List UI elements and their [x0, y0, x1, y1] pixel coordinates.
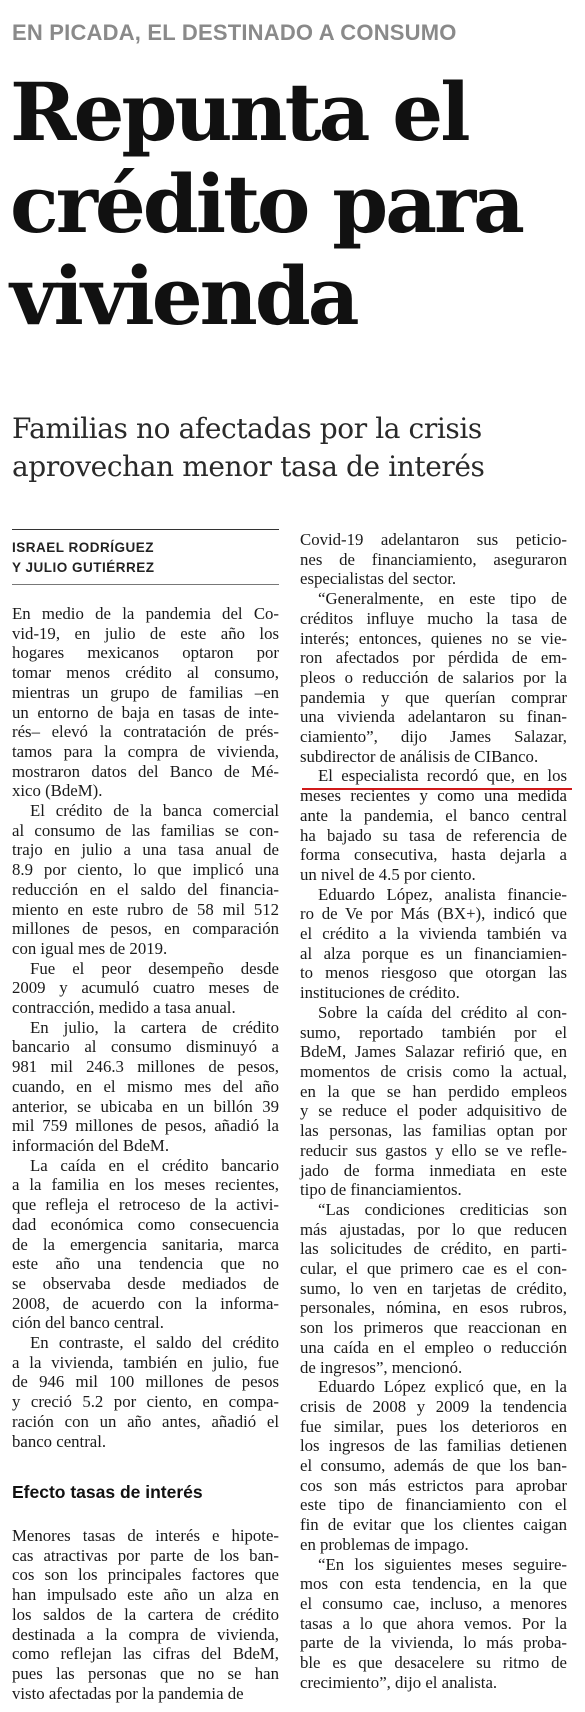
text-line: hogares mexicanos optaron por: [12, 643, 279, 663]
text-line: miento en este rubro de 58 mil 512: [12, 899, 279, 919]
text-line: to menos riesgoso que otorgan las: [300, 963, 567, 983]
text-line: especialistas del sector.: [300, 569, 457, 589]
byline: [12, 538, 279, 578]
text-line: mostraron datos del Banco de Mé-: [12, 761, 279, 781]
text-line: El crédito de la banca comercial: [30, 801, 279, 821]
paragraph: [300, 1200, 567, 1377]
text-line: pandemia y que querían comprar: [300, 687, 567, 707]
headline-line: crédito para: [10, 157, 523, 251]
paragraph: [12, 1333, 279, 1451]
text-line: 8.9 por ciento, lo que implicó una: [12, 860, 279, 880]
paragraph: [12, 1018, 279, 1156]
paragraph: [12, 801, 279, 959]
text-line: xico (BdeM).: [12, 781, 103, 801]
text-line: cas atractivas por parte de los ban-: [12, 1545, 279, 1565]
text-line: millones de pesos, en comparación: [12, 919, 279, 939]
text-line: tomar menos crédito al consumo,: [12, 663, 279, 683]
text-line: al consumo de las familias se con-: [12, 820, 279, 840]
left-column-continued: [12, 1526, 279, 1703]
text-line: fue similar, pues los deterioros en: [300, 1416, 567, 1436]
text-line: cos son los principales factores que: [12, 1565, 279, 1585]
text-line: las personas, las familias optan por: [300, 1121, 567, 1141]
text-line: Eduardo López explicó que, en la: [318, 1377, 567, 1397]
paragraph: [12, 1156, 279, 1333]
text-line: el consumo cae, incluso, a menores: [300, 1593, 567, 1613]
subheadline-line: Familias no afectadas por la crisis: [12, 412, 482, 445]
text-line: anterior, se ubicaba en un billón 39: [12, 1096, 279, 1116]
paragraph: [300, 1377, 567, 1554]
byline-author: ISRAEL RODRÍGUEZ: [12, 540, 155, 555]
text-line: cuando, en el mismo mes del año: [12, 1076, 279, 1096]
text-line: en problemas de impago.: [300, 1534, 469, 1554]
text-line: nes de financiamiento, aseguraron: [300, 549, 567, 569]
text-line: 981 mil 246.3 millones de pesos,: [12, 1057, 279, 1077]
subheadline: [12, 410, 582, 486]
text-line: crisis de 2008 y 2009 la tendencia: [300, 1396, 567, 1416]
text-line: en la que se han perdido empleos: [300, 1081, 567, 1101]
text-line: “En los siguientes meses seguire-: [318, 1554, 567, 1574]
text-line: y creció 5.2 por ciento, en compa-: [12, 1392, 279, 1412]
text-line: vid-19, en julio de este año los: [12, 623, 279, 643]
text-line: pues las personas que no se han: [12, 1663, 279, 1683]
text-line: más ajustadas, por lo que reducen: [300, 1219, 567, 1239]
paragraph: [12, 1526, 279, 1703]
text-line: una caída en el empleo o reducción: [300, 1337, 567, 1357]
paragraph: [300, 1003, 567, 1200]
text-line: como reflejan las cifras del BdeM,: [12, 1644, 279, 1664]
text-line: meses recientes y como una medida: [300, 786, 567, 806]
paragraph: [12, 604, 279, 801]
text-line: han impulsado este año un alza en: [12, 1585, 279, 1605]
text-line: información del BdeM.: [12, 1135, 170, 1155]
text-line: fin de evitar que los clientes caigan: [300, 1515, 567, 1535]
text-line: Sobre la caída del crédito al con-: [318, 1002, 567, 1022]
paragraph: [300, 1555, 567, 1693]
text-line: este tipo de financiamiento con el: [300, 1495, 567, 1515]
text-line: tipo de financiamientos.: [300, 1180, 462, 1200]
text-line: bancario al consumo disminuyó a: [12, 1037, 279, 1057]
headline: [10, 66, 580, 342]
text-line: mos con esta tendencia, en la que: [300, 1574, 567, 1594]
text-line: reducción en el saldo del financia-: [12, 879, 279, 899]
text-line: Eduardo López, analista financie-: [318, 884, 567, 904]
text-line: se observaba desde mediados de: [12, 1273, 279, 1293]
text-line: En julio, la cartera de crédito: [30, 1017, 279, 1037]
text-line: trajo en julio a una tasa anual de: [12, 840, 279, 860]
paragraph: [300, 766, 567, 884]
text-line: las solicitudes de crédito, en parti-: [300, 1239, 567, 1259]
text-line: Covid-19 adelantaron sus peticio-: [300, 530, 567, 549]
text-line: los ingresos de las familias detienen: [300, 1436, 567, 1456]
text-line: con igual mes de 2019.: [12, 938, 168, 958]
text-line: ante la pandemia, el banco central: [300, 805, 567, 825]
text-line: 2009 y acumuló cuatro meses de: [12, 978, 279, 998]
paragraph: [300, 885, 567, 1003]
text-line: a la vivienda, también en julio, fue: [12, 1352, 279, 1372]
text-line: de ingresos”, mencionó.: [300, 1357, 463, 1377]
text-line: 2008, de acuerdo con la informa-: [12, 1293, 279, 1313]
text-line: forma consecutiva, hasta dejarla a: [300, 845, 567, 865]
text-line: mil 759 millones de pesos, añadió la: [12, 1116, 279, 1136]
text-line: mientras un grupo de familias –en: [12, 682, 279, 702]
text-line: “Las condiciones crediticias son: [318, 1199, 567, 1219]
text-line: el crédito a la vivienda también va: [300, 924, 567, 944]
left-column: [12, 604, 279, 1451]
text-line: visto afectadas por la pandemia de: [12, 1683, 244, 1703]
text-line: ciamiento”, dijo James Salazar,: [300, 727, 567, 747]
text-line: reducir sus gastos y ello se ve refle-: [300, 1140, 567, 1160]
text-line: contracción, medido a tasa anual.: [12, 998, 236, 1018]
text-line: pleos o reducción de salarios por la: [300, 667, 567, 687]
right-column: [300, 530, 567, 1692]
highlight-underline: [302, 788, 572, 790]
text-line: Menores tasas de interés e hipote-: [12, 1526, 279, 1545]
text-line: rés– elevó la contratación de prés-: [12, 722, 279, 742]
byline-bottom-rule: [12, 584, 279, 585]
text-line: personales, nómina, en esos rubros,: [300, 1298, 567, 1318]
kicker: EN PICADA, EL DESTINADO A CONSUMO: [12, 20, 457, 45]
byline-top-rule: [12, 529, 279, 530]
text-line: ha bajado su tasa de referencia de: [300, 825, 567, 845]
text-line: subdirector de análisis de CIBanco.: [300, 746, 539, 766]
text-line: créditos influye mucho la tasa de: [300, 608, 567, 628]
text-line: tamos para la compra de vivienda,: [12, 741, 279, 761]
text-line: cos son más estrictos para aprobar: [300, 1475, 567, 1495]
section-heading: Efecto tasas de interés: [12, 1482, 203, 1502]
text-line: un nivel de 4.5 por ciento.: [300, 864, 476, 884]
text-line: ron afectados por pérdida de em-: [300, 648, 567, 668]
text-line: ble es que desacelere su ritmo de: [300, 1653, 567, 1673]
subheadline-line: aprovechan menor tasa de interés: [12, 450, 485, 483]
text-line: Fue el peor desempeño desde: [30, 958, 279, 978]
text-line: cular, el que primero cae es el con-: [300, 1259, 567, 1279]
text-line: El especialista recordó que, en los: [318, 766, 567, 786]
paragraph: [300, 589, 567, 766]
text-line: crecimiento”, dijo el analista.: [300, 1672, 498, 1692]
text-line: banco central.: [12, 1431, 107, 1451]
text-line: son los primeros que reaccionan en: [300, 1318, 567, 1338]
headline-line: vivienda: [10, 249, 357, 343]
text-line: de la emergencia sanitaria, marca: [12, 1234, 279, 1254]
text-line: un entorno de baja en tasas de inte-: [12, 702, 279, 722]
text-line: dad económica como consecuencia: [12, 1214, 279, 1234]
paragraph: [12, 959, 279, 1018]
text-line: momentos de crisis como la actual,: [300, 1061, 567, 1081]
text-line: al alza porque es un financiamien-: [300, 943, 567, 963]
text-line: En contraste, el saldo del crédito: [30, 1333, 279, 1353]
headline-line: Repunta el: [10, 65, 468, 159]
text-line: La caída en el crédito bancario: [30, 1155, 279, 1175]
text-line: “Generalmente, en este tipo de: [318, 589, 567, 609]
text-line: y se reduce el poder adquisitivo de: [300, 1101, 567, 1121]
text-line: de 946 mil 100 millones de pesos: [12, 1372, 279, 1392]
text-line: este año una tendencia que no: [12, 1254, 279, 1274]
text-line: En medio de la pandemia del Co-: [12, 604, 279, 623]
text-line: parte de la vivienda, lo más proba-: [300, 1633, 567, 1653]
text-line: jado de forma inmediata en este: [300, 1160, 567, 1180]
text-line: tasas a lo que ahora vemos. Por la: [300, 1613, 567, 1633]
text-line: instituciones de crédito.: [300, 983, 460, 1003]
text-line: los saldos de la cartera de crédito: [12, 1604, 279, 1624]
text-line: ro de Ve por Más (BX+), indicó que: [300, 904, 567, 924]
paragraph: [300, 530, 567, 589]
text-line: interés; entonces, quienes no se vie-: [300, 628, 567, 648]
text-line: a la familia en los meses recientes,: [12, 1175, 279, 1195]
text-line: sumo, reportado también por el: [300, 1022, 567, 1042]
text-line: una vivienda adelantaron su finan-: [300, 707, 567, 727]
text-line: ración con un año antes, añadió el: [12, 1411, 279, 1431]
byline-author: Y JULIO GUTIÉRREZ: [12, 560, 155, 575]
text-line: ción del banco central.: [12, 1313, 164, 1333]
text-line: destinada a la compra de vivienda,: [12, 1624, 279, 1644]
text-line: el consumo, además de que los ban-: [300, 1456, 567, 1476]
text-line: sumo, lo ven en tarjetas de crédito,: [300, 1278, 567, 1298]
text-line: que refleja el retroceso de la activi-: [12, 1195, 279, 1215]
text-line: BdeM, James Salazar refirió que, en: [300, 1042, 567, 1062]
